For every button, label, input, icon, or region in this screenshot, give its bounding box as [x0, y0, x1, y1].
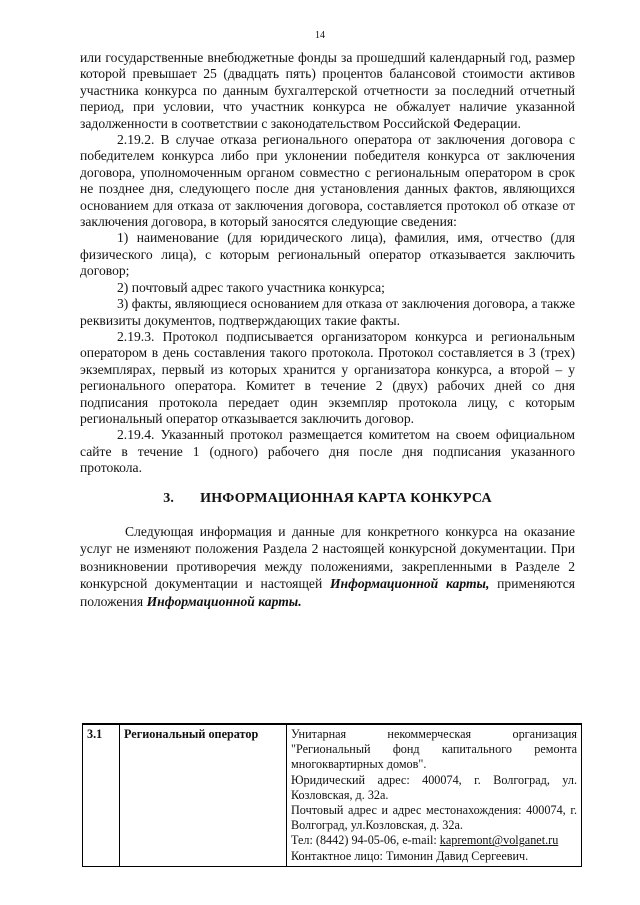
- legal-address: Юридический адрес: 400074, г. Волгоград, ул. Козловская, д. 32а.: [291, 772, 577, 802]
- list-item-2: 2) почтовый адрес такого участника конкурса;: [117, 279, 385, 295]
- document-body: [80, 50, 575, 610]
- page-number: 14: [315, 30, 325, 41]
- paragraph-debt-condition: или государственные внебюджетные фонды за прошедший календарный год, размер которой превышает 25 (двадцать пять) процентов балансовой стоимости активов участника конкурса по данным бухгалтерской отчетности за последний отчетный период, при условии, что участник конкурса не обжалует наличие указанной задолженности в соответствии с законодательством Российской Федерации.: [80, 50, 575, 131]
- intro-emphasis-1: Информационной карты,: [329, 576, 490, 592]
- row-number: 3.1: [83, 724, 120, 866]
- email-link[interactable]: kapremont@volganet.ru: [439, 833, 559, 848]
- section-title: ИНФОРМАЦИОННАЯ КАРТА КОНКУРСА: [200, 490, 492, 506]
- phone-text: Тел: (8442) 94-05-06, e-mail:: [291, 833, 440, 848]
- row-content: [287, 724, 582, 866]
- intro-text-1: Следующая информация и данные для конкретного конкурса на оказание услуг не изменяют положения Раздела 2 настоящей конкурсной документации. При возникновении противоречия между положениями, закрепленными в Разделе 2 конкурсной документации и настоящей: [80, 523, 575, 592]
- list-item-3: 3) факты, являющиеся основанием для отказа от заключения договора, а также реквизиты документов, подтверждающих такие факты.: [80, 296, 575, 328]
- intro-text-2: применяются положения: [80, 576, 576, 609]
- phone-line: [291, 833, 577, 848]
- section-intro: [80, 523, 575, 611]
- info-card-table: [82, 723, 582, 867]
- paragraph-2-19-4: 2.19.4. Указанный протокол размещается комитетом на своем официальном сайте в течение 1 (одного) рабочего дня после дня подписания указанного протокола.: [80, 427, 575, 476]
- paragraph-2-19-3: 2.19.3. Протокол подписывается организатором конкурса и региональным оператором в день составления такого протокола. Протокол составляется в 3 (трех) экземплярах, первый из которых хранится у организатора конкурса, а второй – у регионального оператора. Комитет в течение 2 (двух) рабочих дней со дня подписания протокола передает один экземпляр протокола лицу, с которым региональный оператор отказывается заключить договор.: [80, 328, 575, 426]
- table-row: [83, 724, 582, 866]
- paragraph-2-19-2: 2.19.2. В случае отказа регионального оператора от заключения договора с победителем конкурса либо при уклонении победителя конкурса от заключения договора, уполномоченным органом совместно с региональным оператором в срок не позднее дня, следующего после дня установления данных фактов, являющихся основанием для отказа от заключения договора, составляется протокол об отказе от заключения договора, в который заносятся следующие сведения:: [80, 132, 575, 230]
- contact-person: Контактное лицо: Тимонин Давид Сергеевич.: [291, 848, 529, 863]
- row-label: Региональный оператор: [120, 724, 287, 866]
- list-item-1: 1) наименование (для юридического лица), фамилия, имя, отчество (для физического лица), с которым региональный оператор отказывается заключить договор;: [80, 230, 575, 279]
- section-heading: [80, 491, 575, 507]
- postal-address: Почтовый адрес и адрес местонахождения: 400074, г. Волгоград, ул.Козловская, д. 32а.: [291, 803, 577, 833]
- org-name: Унитарная некоммерческая организация "Региональный фонд капитального ремонта многоквартирных домов".: [291, 727, 577, 772]
- intro-emphasis-2: Информационной карты.: [146, 593, 302, 609]
- section-number: 3.: [163, 490, 175, 506]
